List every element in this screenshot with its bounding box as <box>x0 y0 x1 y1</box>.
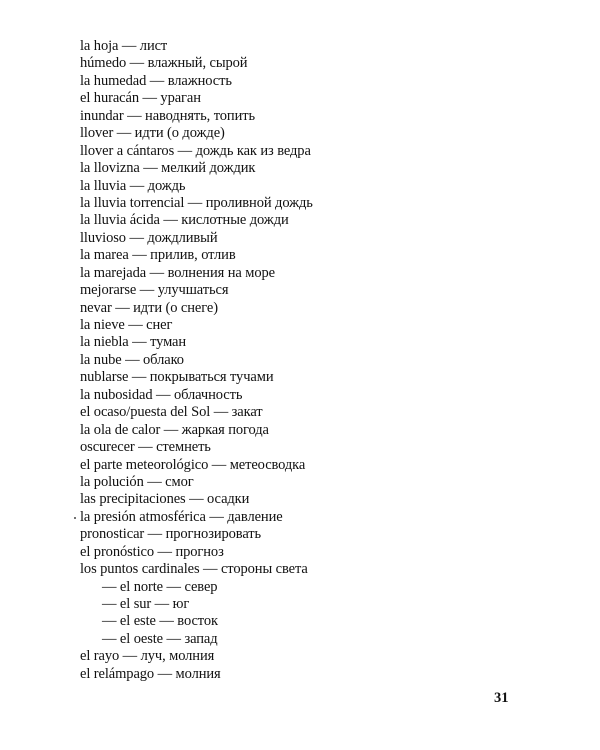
vocab-entry: llover — идти (о дожде) <box>80 125 225 142</box>
vocab-entry: llover a cántaros — дождь как из ведра <box>80 142 311 159</box>
vocab-entry: el relámpago — молния <box>80 665 221 682</box>
vocab-entry: inundar — наводнять, топить <box>80 107 255 124</box>
vocab-entry: la nieve — снег <box>80 317 173 333</box>
vocab-entry: la nube — облако <box>80 351 184 368</box>
vocab-entry: la humedad — влажность <box>80 72 232 89</box>
vocab-entry: húmedo — влажный, сырой <box>80 55 248 72</box>
vocab-subentry: — el oeste — запад <box>102 630 218 647</box>
vocab-entry: nevar — идти (о снеге) <box>80 299 218 316</box>
vocab-entry: la nubosidad — облачность <box>80 386 243 403</box>
vocab-entry: la lluvia torrencial — проливной дождь <box>80 194 313 211</box>
vocab-subentry: — el este — восток <box>102 613 218 630</box>
vocab-entry: el huracán — ураган <box>80 90 201 107</box>
vocabulary-list <box>80 38 560 683</box>
page-number: 31 <box>494 690 509 706</box>
margin-speck <box>74 517 76 519</box>
vocab-entry: la lluvia ácida — кислотные дожди <box>80 212 289 229</box>
vocab-entry: la lluvia — дождь <box>80 177 186 194</box>
vocab-entry: la hoja — лист <box>80 38 168 54</box>
vocab-entry: pronosticar — прогнозировать <box>80 526 262 543</box>
vocab-entry: mejorarse — улучшаться <box>80 282 229 299</box>
vocab-subentry: — el sur — юг <box>102 596 190 612</box>
vocab-entry: oscurecer — стемнеть <box>80 439 211 456</box>
vocab-subentry: — el norte — север <box>102 578 218 595</box>
vocab-entry: la llovizna — мелкий дождик <box>80 160 256 177</box>
vocab-entry: el pronóstico — прогноз <box>80 543 224 560</box>
vocab-entry: nublarse — покрываться тучами <box>80 369 274 386</box>
vocab-entry: las precipitaciones — осадки <box>80 491 250 508</box>
vocab-entry: los puntos cardinales — стороны света <box>80 561 308 578</box>
vocab-entry: el parte meteorológico — метеосводка <box>80 456 306 473</box>
vocab-entry: el ocaso/puesta del Sol — закат <box>80 404 263 421</box>
vocab-entry: lluvioso — дождливый <box>80 229 218 246</box>
vocab-entry: la ola de calor — жаркая погода <box>80 421 269 438</box>
vocab-entry: el rayo — луч, молния <box>80 648 215 665</box>
vocab-entry: la marea — прилив, отлив <box>80 247 236 264</box>
vocab-entry: la marejada — волнения на море <box>80 264 275 281</box>
vocab-entry: la polución — смог <box>80 473 194 490</box>
vocab-entry: la niebla — туман <box>80 334 187 351</box>
vocab-entry: la presión atmosférica — давление <box>80 508 283 525</box>
